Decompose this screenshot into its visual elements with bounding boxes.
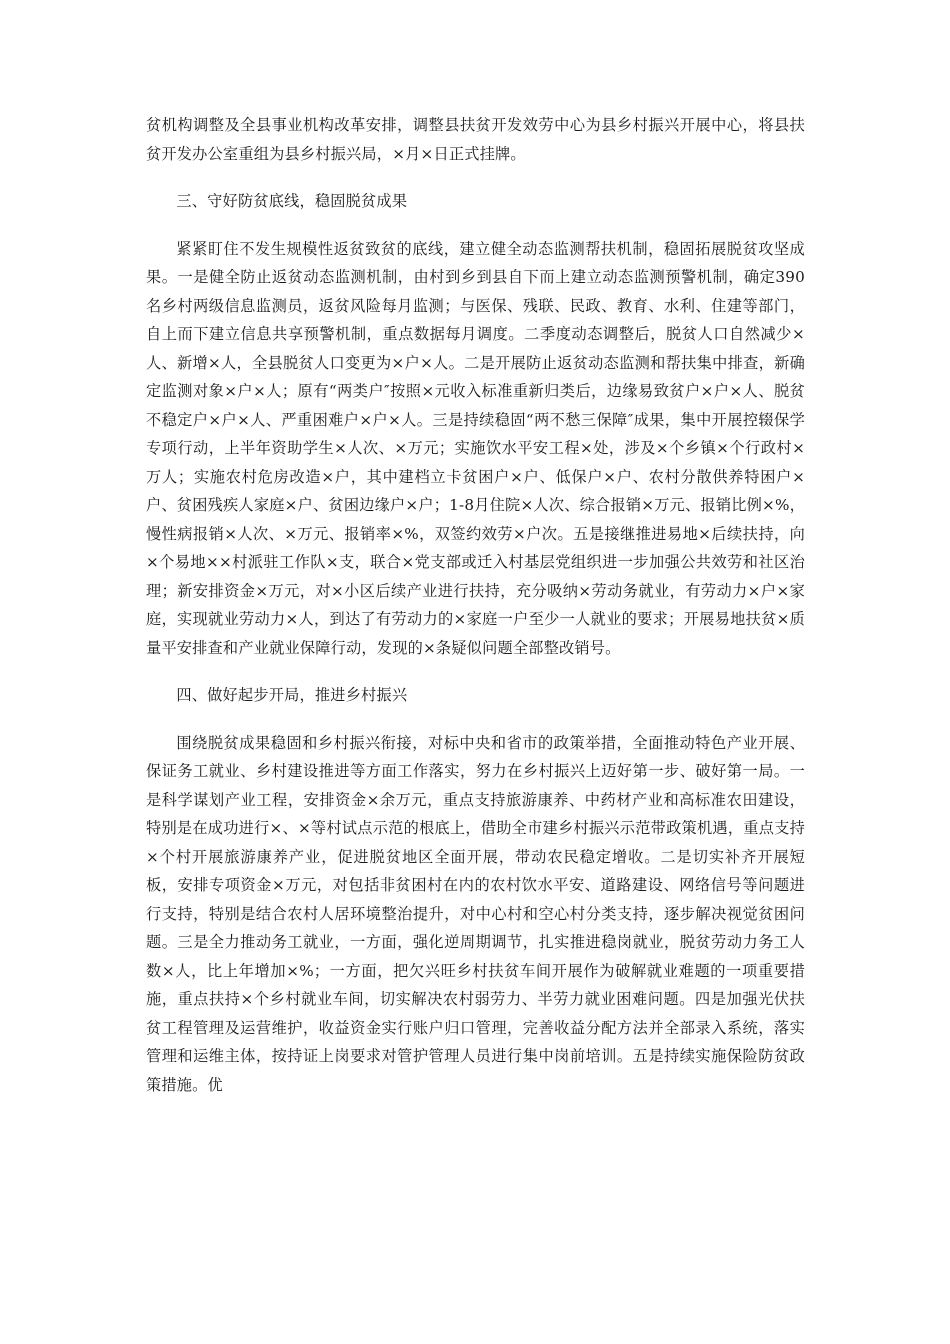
section-3-paragraph: 紧紧盯住不发生规模性返贫致贫的底线，建立健全动态监测帮扶机制，稳固拓展脱贫攻坚成果。一是健全防止返贫动态监测机制，由村到乡到县自下而上建立动态监测预警机制，确定390名乡村两级信息监测员，返贫风险每月监测；与医保、残联、民政、教育、水利、住建等部门，自上而下建立信息共享预警机制，重点数据每月调度。二季度动态调整后，脱贫人口自然减少×人、新增×人，全县脱贫人口变更为×户×人。二是开展防止返贫动态监测和帮扶集中排查，新确定监测对象×户×人；原有“两类户″按照×元收入标准重新归类后，边缘易致贫户×户×人、脱贫不稳定户×户×人、严重困难户×户×人。三是持续稳固“两不愁三保障″成果，集中开展控辍保学专项行动，上半年资助学生×人次、×万元；实施饮水平安工程×处，涉及×个乡镇×个行政村×万人；实施农村危房改造×户，其中建档立卡贫困户×户、低保户×户、农村分散供养特困户×户、贫困残疾人家庭×户、贫困边缘户×户；1-8月住院×人次、综合报销×万元、报销比例×%，慢性病报销×人次、×万元、报销率×%，双签约效劳×户次。五是接继推进易地×后续扶持，向×个易地××村派驻工作队×支，联合×党支部或迁入村基层党组织进一步加强公共效劳和社区治理；新安排资金×万元，对×小区后续产业进行扶持，充分吸纳×劳动务就业，有劳动力×户×家庭，实现就业劳动力×人，到达了有劳动力的×家庭一户至少一人就业的要求；开展易地扶贫×质量平安排查和产业就业保障行动，发现的×条疑似问题全部整改销号。 [146,239,805,657]
section-4-paragraph: 围绕脱贫成果稳固和乡村振兴衔接，对标中央和省市的政策举措，全面推动特色产业开展、保证务工就业、乡村建设推进等方面工作落实，努力在乡村振兴上迈好第一步、破好第一局。一是科学谋划产业工程，安排资金×余万元，重点支持旅游康养、中药材产业和高标准农田建设，特别是在成功进行×、×等村试点示范的根底上，借助全市建乡村振兴示范带政策机遇，重点支持×个村开展旅游康养产业，促进脱贫地区全面开展，带动农民稳定增收。二是切实补齐开展短板，安排专项资金×万元，对包括非贫困村在内的农村饮水平安、道路建设、网络信号等问题进行支持，特别是结合农村人居环境整治提升，对中心村和空心村分类支持，逐步解决视觉贫困问题。三是全力推动务工就业，一方面，强化逆周期调节，扎实推进稳岗就业，脱贫劳动力务工人数×人，比上年增加×%；一方面，把欠兴旺乡村扶贫车间开展作为破解就业难题的一项重要措施，重点扶持×个乡村就业车间，切实解决农村弱劳力、半劳力就业困难问题。四是加强光伏扶贫工程管理及运营维护，收益资金实行账户归口管理，完善收益分配方法并全部录入系统，落实管理和运维主体，按持证上岗要求对管护管理人员进行集中岗前培训。五是持续实施保险防贫政策措施。优 [146,733,805,1094]
section-heading-4: 四、做好起步开局，推进乡村振兴 [176,686,408,704]
intro-paragraph: 贫机构调整及全县事业机构改革安排，调整县扶贫开发效劳中心为县乡村振兴开展中心，将县扶贫开发办公室重组为县乡村振兴局，×月×日正式挂牌。 [146,116,805,163]
document-page [146,111,805,1118]
section-heading-3: 三、守好防贫底线，稳固脱贫成果 [176,192,408,210]
